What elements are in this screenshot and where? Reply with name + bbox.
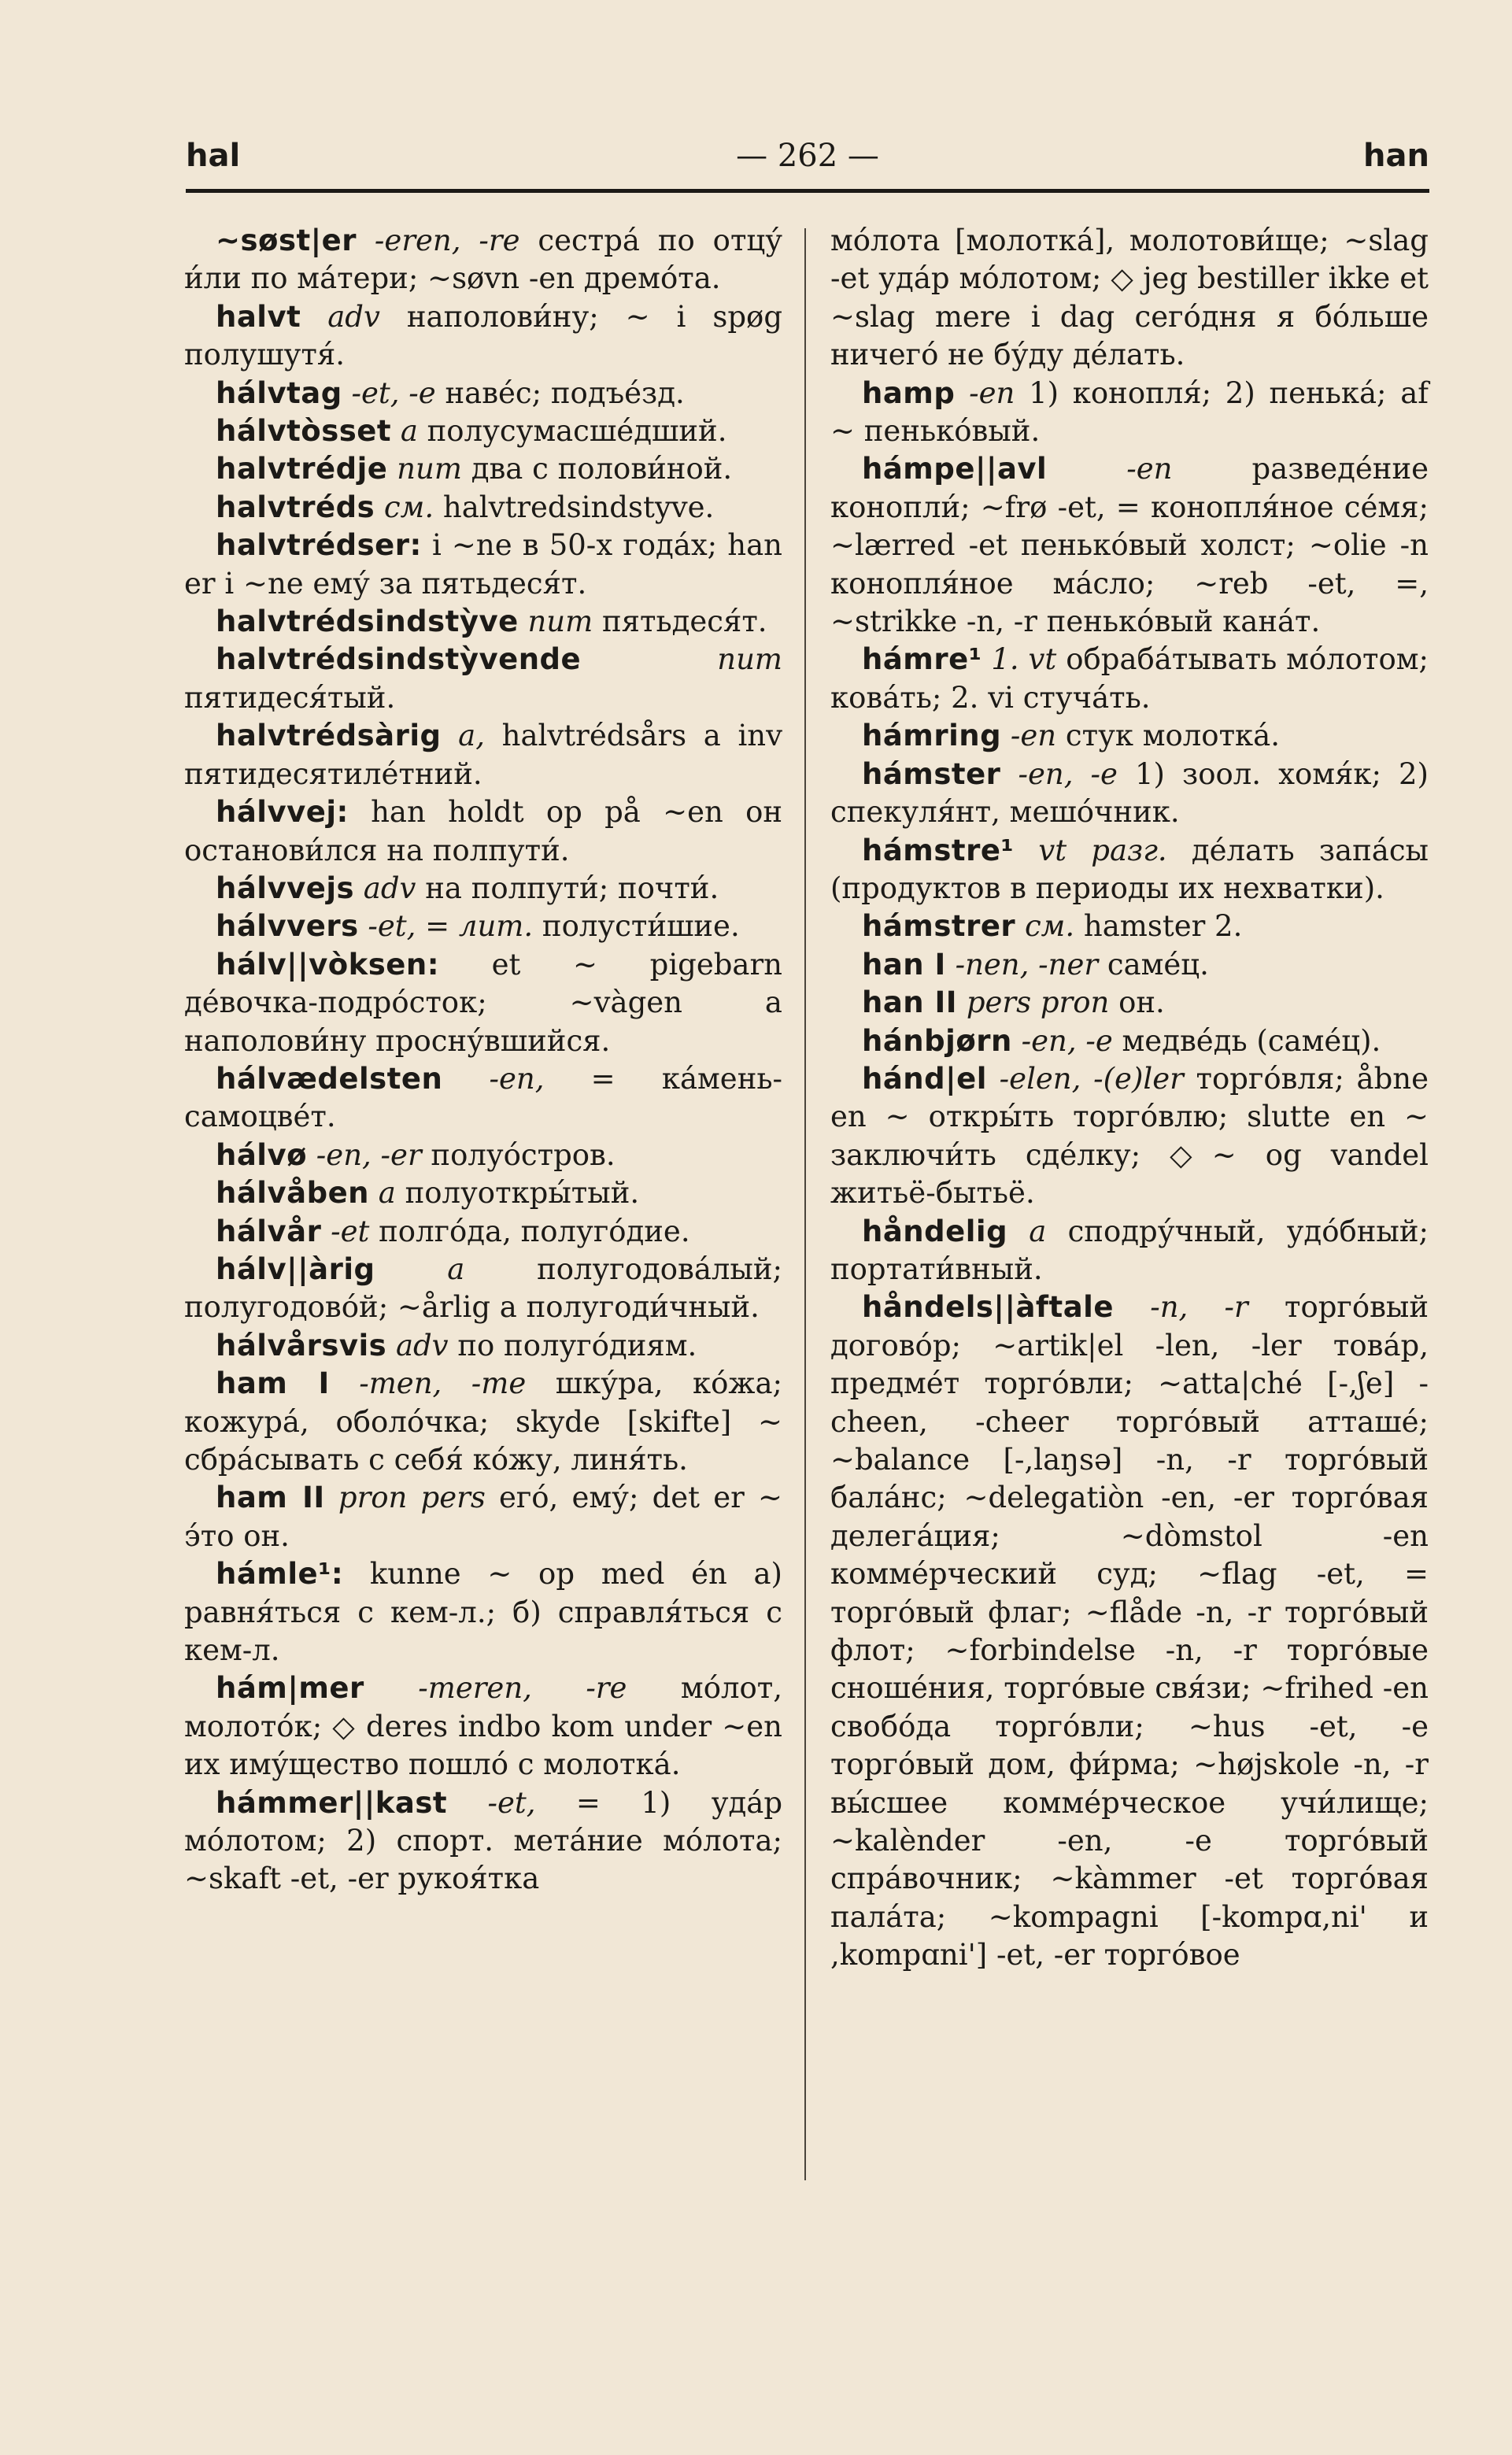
- entry-headword: halvtrédsindstỳvende: [216, 642, 582, 677]
- entry-headword: hálv||àrig: [216, 1252, 375, 1286]
- dictionary-entry: [184, 1555, 782, 1669]
- entry-headword: hámstrer: [862, 909, 1016, 944]
- entry-grammar: -et, -e: [351, 375, 436, 410]
- dictionary-entry: [184, 1251, 782, 1327]
- dictionary-entry: [184, 908, 782, 945]
- dictionary-entry: [830, 450, 1429, 641]
- dictionary-entry: [184, 450, 782, 488]
- dictionary-entry: [184, 1213, 782, 1251]
- entry-translation: 1) конопля́; 2) пенька́; af ~ пенько́вый.: [830, 375, 1429, 449]
- dictionary-entry: [830, 1022, 1429, 1060]
- entry-headword: hálvår: [216, 1214, 322, 1248]
- right-column: [830, 222, 1429, 1975]
- entry-headword: hálvædelsten: [216, 1061, 443, 1096]
- dictionary-entry: [184, 603, 782, 641]
- entry-grammar: -men, -me: [359, 1366, 527, 1401]
- entry-headword: hamp: [862, 375, 956, 410]
- entry-grammar: -en: [969, 375, 1015, 410]
- dictionary-entry: [184, 1060, 782, 1137]
- entry-translation: halvtredsindstyve.: [442, 490, 715, 524]
- dictionary-entry: [184, 793, 782, 870]
- entry-headword: håndelig: [862, 1214, 1008, 1248]
- entry-translation: стук молотка́.: [1065, 719, 1280, 753]
- entry-headword: hánd|el: [862, 1061, 987, 1096]
- entry-grammar: num: [397, 452, 462, 486]
- entry-grammar: a: [1029, 1214, 1047, 1248]
- entry-headword: halvt: [216, 299, 301, 334]
- page-header: [186, 138, 1429, 185]
- entry-grammar: см.: [1024, 909, 1075, 944]
- entry-translation: han holdt op på ~en он останови́лся на полпути́.: [184, 795, 783, 867]
- dictionary-entry: [830, 946, 1429, 984]
- entry-translation: сестра́ по отцу́ и́ли по ма́тери; ~søvn -en дремо́та.: [184, 224, 782, 296]
- entry-grammar: -en: [1010, 719, 1057, 753]
- dictionary-entry: [184, 1784, 782, 1899]
- entry-grammar: -nen, -ner: [955, 947, 1099, 982]
- dictionary-entry: [830, 717, 1429, 755]
- entry-grammar: -meren, -re: [418, 1671, 627, 1706]
- dictionary-entry: [830, 641, 1429, 717]
- entry-translation: на полпути́; почти́.: [425, 871, 719, 905]
- entry-headword: hálvårsvis: [216, 1328, 387, 1362]
- entry-grammar: -elen, -(e)ler: [999, 1061, 1184, 1096]
- entry-grammar: -en, -er: [316, 1137, 422, 1172]
- entry-headword: halvtrédser:: [216, 528, 422, 563]
- entry-headword: hálvvej:: [216, 795, 349, 830]
- entry-translation: 1) уда́р мо́лотом; 2) спорт. мета́ние мо́лота; ~skaft -et, -er рукоя́тка: [184, 1785, 782, 1896]
- entry-grammar: -et, =: [487, 1785, 601, 1820]
- entry-translation: halvtrédsårs a inv пятидесятиле́тний.: [184, 719, 783, 791]
- entry-grammar: -en: [1126, 452, 1173, 486]
- entry-headword: hálvtag: [216, 375, 342, 410]
- dictionary-entry: [830, 1060, 1429, 1213]
- entry-translation: 1) зоол. хомя́к; 2) спекуля́нт, мешо́чник.: [830, 756, 1429, 830]
- entry-headword: hálvvejs: [216, 871, 355, 905]
- entry-headword: hámre¹: [862, 642, 982, 677]
- entry-grammar: vt разг.: [1038, 833, 1167, 867]
- entry-headword: hálvø: [216, 1137, 308, 1172]
- dictionary-entry: [184, 1327, 782, 1365]
- entry-translation: по полуго́диям.: [457, 1328, 697, 1362]
- dictionary-entry: [184, 1137, 782, 1174]
- dictionary-entry: [184, 1365, 782, 1479]
- dictionary-entry: [184, 222, 782, 298]
- dictionary-entry: [830, 222, 1429, 375]
- dictionary-entry: [830, 1213, 1429, 1289]
- entry-grammar: -eren, -re: [374, 224, 520, 257]
- dictionary-entry: [184, 1174, 782, 1212]
- entry-translation: шку́ра, ко́жа; кожура́, оболо́чка; skyde [skifte] ~ сбра́сывать с себя́ ко́жу, линя́ть.: [184, 1366, 782, 1477]
- entry-headword: hálvvers: [216, 909, 359, 944]
- entry-translation: медве́дь (саме́ц).: [1122, 1023, 1381, 1058]
- entry-translation: разведе́ние конопли́; ~frø -et, = конопля́ное се́мя; ~lærred -et пенько́вый холст; ~olie -n конопля́ное ма́сло; ~reb -et, =, ~strikke -n, -r пенько́вый кана́т.: [830, 452, 1429, 639]
- entry-grammar: см.: [383, 490, 434, 524]
- entry-grammar: adv: [327, 299, 380, 334]
- entry-headword: hám|mer: [216, 1671, 364, 1706]
- entry-grammar: a: [378, 1176, 396, 1211]
- entry-headword: hámstre¹: [862, 833, 1015, 867]
- entry-translation: полуоткры́тый.: [405, 1176, 640, 1211]
- entry-headword: hánbjørn: [862, 1023, 1012, 1058]
- entry-headword: halvtrédje: [216, 452, 388, 486]
- entry-translation: полугодова́лый; полугодово́й; ~årlig a полугоди́чный.: [184, 1252, 782, 1325]
- entry-translation: i ~ne в 50-х года́х; han er i ~ne ему́ за пятьдеся́т.: [184, 528, 783, 601]
- dictionary-entry: [830, 1289, 1429, 1974]
- entry-translation: полусти́шие.: [542, 909, 740, 944]
- entry-grammar: -n, -r: [1150, 1290, 1248, 1325]
- dictionary-entry: [184, 527, 782, 603]
- entry-translation: торго́вый догово́р; ~artik|el -len, -ler това́р, предме́т торго́вли; ~attа|ché [-,ʃe] -cheen, -cheer торго́вый атташе́; ~balance [-,laŋsə] -n, -r торго́вый бала́нс; ~delegatiòn -en, -er торго́вая делега́ция; ~dòmstol -en комме́рческий суд; ~flag -et, = торго́вый флаг; ~flåde -n, -r торго́вый флот; ~forbindelse -n, -r торго́вые сноше́ния, торго́вые свя́зи; ~frihed -en свобо́да торго́вли; ~hus -et, -e торго́вый дом, фи́рма; ~højskole -n, -r вы́сшее комме́рческое учи́лище; ~kalènder -en, -e торго́вый спра́вочник; ~kàmmer -et торго́вая пала́та; ~kompagni [-kompɑ,ni' и ,kompɑni'] -et, -er торго́вое: [830, 1290, 1429, 1973]
- entry-translation: саме́ц.: [1107, 947, 1209, 982]
- dictionary-entry: [830, 832, 1429, 908]
- entry-translation: наполови́ну; ~ i spøg полушутя́.: [184, 299, 782, 372]
- dictionary-entry: [184, 412, 782, 450]
- entry-headword: hámmer||kast: [216, 1785, 448, 1820]
- entry-translation: kunne ~ op med én а) равня́ться с кем-л.; б) справля́ться с кем-л.: [184, 1557, 782, 1668]
- entry-grammar: -et: [331, 1214, 370, 1248]
- entry-translation: два с полови́ной.: [471, 452, 733, 486]
- entry-translation: сподру́чный, удо́бный; портати́вный.: [830, 1214, 1429, 1286]
- left-column: [184, 222, 782, 1899]
- dictionary-entry: [830, 756, 1429, 832]
- entry-headword: hálvtòsset: [216, 414, 392, 449]
- entry-translation: его́, ему́; det er ~ э́то он.: [184, 1481, 782, 1553]
- entry-translation: ка́мень-самоцве́т.: [184, 1061, 783, 1134]
- entry-headword: ~søst|er: [216, 224, 357, 257]
- entry-headword: halvtrédsàrig: [216, 719, 442, 753]
- entry-translation: полуо́стров.: [431, 1137, 616, 1172]
- dictionary-entry: [184, 717, 782, 793]
- entry-grammar: -en, =: [489, 1061, 616, 1096]
- header-left-guide-word: hal: [186, 138, 241, 174]
- dictionary-entry: [184, 298, 782, 375]
- entry-grammar: a: [447, 1252, 465, 1286]
- entry-grammar: pron pers: [338, 1481, 486, 1515]
- entry-grammar: pers pron: [966, 985, 1110, 1020]
- entry-translation: et ~ pigebarn де́вочка-подро́сток; ~vàgen a наполови́ну просну́вшийся.: [184, 947, 782, 1058]
- dictionary-entry: [830, 984, 1429, 1022]
- entry-translation: он.: [1118, 985, 1165, 1020]
- entry-headword: hámle¹:: [216, 1557, 344, 1592]
- dictionary-entry: [184, 946, 782, 1060]
- dictionary-entry: [184, 1669, 782, 1784]
- entry-translation: торго́вля; åbne en ~ откры́ть торго́влю; slutte en ~ заключи́ть сде́лку; ◇~ og vandel житьё-бытьё.: [830, 1061, 1429, 1211]
- column-divider: [804, 228, 806, 2180]
- entry-grammar: -en, -e: [1021, 1023, 1113, 1058]
- entry-headword: ham I: [216, 1366, 330, 1401]
- entry-headword: han II: [862, 985, 958, 1020]
- dictionary-entry: [184, 1479, 782, 1555]
- entry-headword: hálvåben: [216, 1176, 369, 1211]
- entry-headword: han I: [862, 947, 946, 982]
- entry-grammar: -et, = лит.: [368, 909, 534, 944]
- entry-grammar: adv: [363, 871, 416, 905]
- entry-grammar: num: [527, 605, 593, 639]
- header-right-guide-word: han: [1363, 138, 1429, 174]
- entry-translation: наве́с; подъе́зд.: [445, 375, 685, 410]
- header-rule: [186, 189, 1429, 193]
- entry-translation: мо́лота [молотка́], молотови́ще; ~slag -et уда́р мо́лотом; ◇ jeg bestiller ikke et ~slag mere i dag сего́дня я бо́льше ничего́ не бу́ду де́лать.: [830, 224, 1429, 372]
- entry-grammar: num: [717, 642, 782, 677]
- page-number: — 262 —: [736, 138, 879, 174]
- entry-translation: пятидеся́тый.: [184, 680, 396, 715]
- dictionary-entry: [184, 489, 782, 527]
- entry-translation: обраба́тывать мо́лотом; кова́ть; 2. vi стуча́ть.: [830, 642, 1429, 715]
- entry-headword: hámpe||avl: [862, 452, 1048, 486]
- entry-grammar: adv: [395, 1328, 449, 1362]
- entry-translation: пятьдеся́т.: [601, 605, 767, 639]
- entry-translation: hamster 2.: [1083, 909, 1243, 944]
- entry-translation: мо́лот, молото́к; ◇ deres indbo kom under ~en их иму́щество пошло́ с молотка́.: [184, 1671, 782, 1782]
- entry-grammar: a,: [458, 719, 485, 753]
- entry-headword: håndels||àftale: [862, 1290, 1114, 1325]
- dictionary-entry: [184, 641, 782, 717]
- entry-headword: hámster: [862, 756, 1001, 791]
- entry-headword: halvtréds: [216, 490, 375, 524]
- dictionary-entry: [830, 375, 1429, 451]
- entry-headword: hámring: [862, 719, 1002, 753]
- entry-grammar: -en, -e: [1018, 756, 1118, 791]
- entry-headword: hálv||vòksen:: [216, 947, 440, 982]
- dictionary-entry: [830, 908, 1429, 945]
- entry-grammar: a: [400, 414, 418, 449]
- entry-headword: halvtrédsindstỳve: [216, 605, 519, 639]
- dictionary-entry: [184, 870, 782, 908]
- dictionary-entry: [184, 375, 782, 412]
- entry-grammar: 1. vt: [991, 642, 1057, 677]
- entry-translation: полго́да, полуго́дие.: [379, 1214, 690, 1248]
- entry-headword: ham II: [216, 1481, 325, 1515]
- entry-translation: де́лать запа́сы (продуктов в периоды их нехватки).: [830, 833, 1429, 905]
- entry-translation: полусумасше́дший.: [427, 414, 727, 449]
